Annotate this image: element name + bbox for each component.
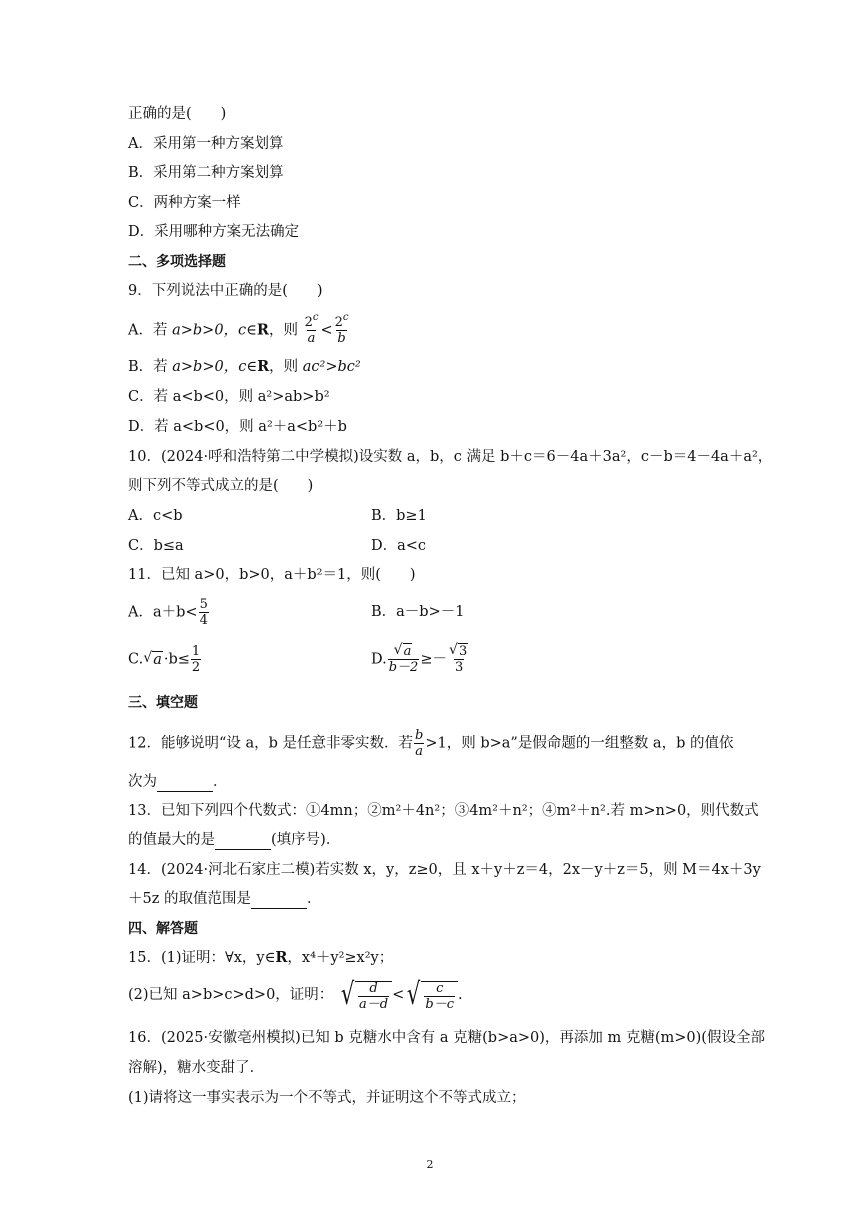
sqrt-fraction-left: √ $\frac{d}{a-d}$	[338, 979, 392, 1011]
q13-line1: 13．已知下列四个代数式：①4mn；②m²＋4n²；③4m²＋n²；④m²＋n².若 m>n>0，则代数式	[128, 803, 759, 819]
q11-option-d: D. √ $\frac{a}{b-2}$ ≥－ √ $\frac{3}{3}$	[371, 645, 471, 674]
q10-option-b: B．b≥1	[371, 508, 427, 524]
q10-stem-line1: 10．(2024·呼和浩特第二中学模拟)设实数 a，b，c 满足 b＋c＝6－4a＋3a²，c－b＝4－4a＋a²，	[128, 449, 773, 465]
q11-stem: 11．已知 a>0，b>0，a＋b²＝1，则( )	[128, 567, 416, 583]
q8-option-a: A．采用第一种方案划算	[128, 136, 284, 152]
q14-line2: ＋5z 的取值范围是 ．	[128, 891, 322, 907]
q12-line1: 12．能够说明“设 a，b 是任意非零实数．若 $\frac{b}{a}$ >1，则 b>a”是假命题的一组整数 a，b 的值依	[128, 728, 734, 759]
q15-part1: 15．(1)证明：∀x，y∈R，x⁴＋y²≥x²y；	[128, 949, 394, 966]
q9-a-less-than: <	[320, 322, 333, 339]
answer-blank	[215, 835, 271, 850]
q10-stem-line2: 则下列不等式成立的是( )	[128, 478, 314, 494]
q9-a-fraction-left: $\frac{2^c}{a}$	[304, 312, 319, 346]
answer-blank	[157, 777, 213, 792]
q11-option-c: C.√ a ·b≤ $\frac{1}{2}$	[128, 645, 202, 674]
q16-line2: 溶解)，糖水变甜了．	[128, 1060, 265, 1076]
q8-option-c: C．两种方案一样	[128, 195, 241, 211]
q9-option-b: B．若 a>b>0，c∈R，则 ac²>bc²	[128, 358, 361, 375]
q14-line1: 14．(2024·河北石家庄二模)若实数 x，y，z≥0，且 x＋y＋z＝4，2x－y＋z＝5，则 M＝4x＋3y	[128, 862, 761, 878]
q8-stem-tail: 正确的是( )	[128, 106, 227, 122]
q8-option-d: D．采用哪种方案无法确定	[128, 224, 300, 240]
q16-line3: (1)请将这一事实表示为一个不等式，并证明这个不等式成立；	[128, 1090, 526, 1106]
q10-option-c: C．b≤a	[128, 538, 184, 554]
page-number: 2	[426, 1158, 434, 1171]
section-heading-multiple-choice: 二、多项选择题	[128, 254, 226, 270]
q9-a-condition: a>b>0，c∈	[172, 322, 257, 339]
q8-option-b: B．采用第二种方案划算	[128, 165, 284, 181]
q15-part2: (2)已知 a>b>c>d>0，证明： √ $\frac{d}{a-d}$ < √ $\frac{c}{b-c}$ .	[128, 977, 463, 1012]
q10-option-d: D．a<c	[371, 538, 427, 554]
q11-option-b: B．a－b>－1	[371, 604, 465, 620]
q16-line1: 16．(2025·安徽亳州模拟)已知 b 克糖水中含有 a 克糖(b>a>0)，再添加 m 克糖(m>0)(假设全部	[128, 1030, 765, 1046]
q9-option-c: C．若 a<b<0，则 a²>ab>b²	[128, 389, 330, 405]
q9-option-a	[128, 312, 351, 346]
q11-option-a: A．a＋b< $\frac{5}{4}$	[128, 597, 208, 628]
q9-a-prefix: A．若	[128, 322, 173, 339]
sqrt-fraction-right: √ $\frac{c}{b-c}$	[404, 979, 458, 1011]
section-heading-fill-in: 三、填空题	[128, 695, 198, 711]
q9-stem: 9．下列说法中正确的是( )	[128, 283, 323, 299]
q9-a-real-set: R	[256, 321, 269, 339]
q10-option-a: A．c<b	[128, 508, 183, 524]
q12-line2: 次为 ．	[128, 774, 228, 790]
section-heading-solutions: 四、解答题	[128, 921, 198, 937]
answer-blank	[251, 894, 307, 909]
q9-option-d: D．若 a<b<0，则 a²＋a<b²＋b	[128, 419, 347, 435]
q9-a-then: ，则	[268, 322, 298, 339]
q13-line2: 的值最大的是 (填序号)．	[128, 832, 341, 848]
q9-a-fraction-right: $\frac{2^c}{b}$	[334, 312, 349, 346]
